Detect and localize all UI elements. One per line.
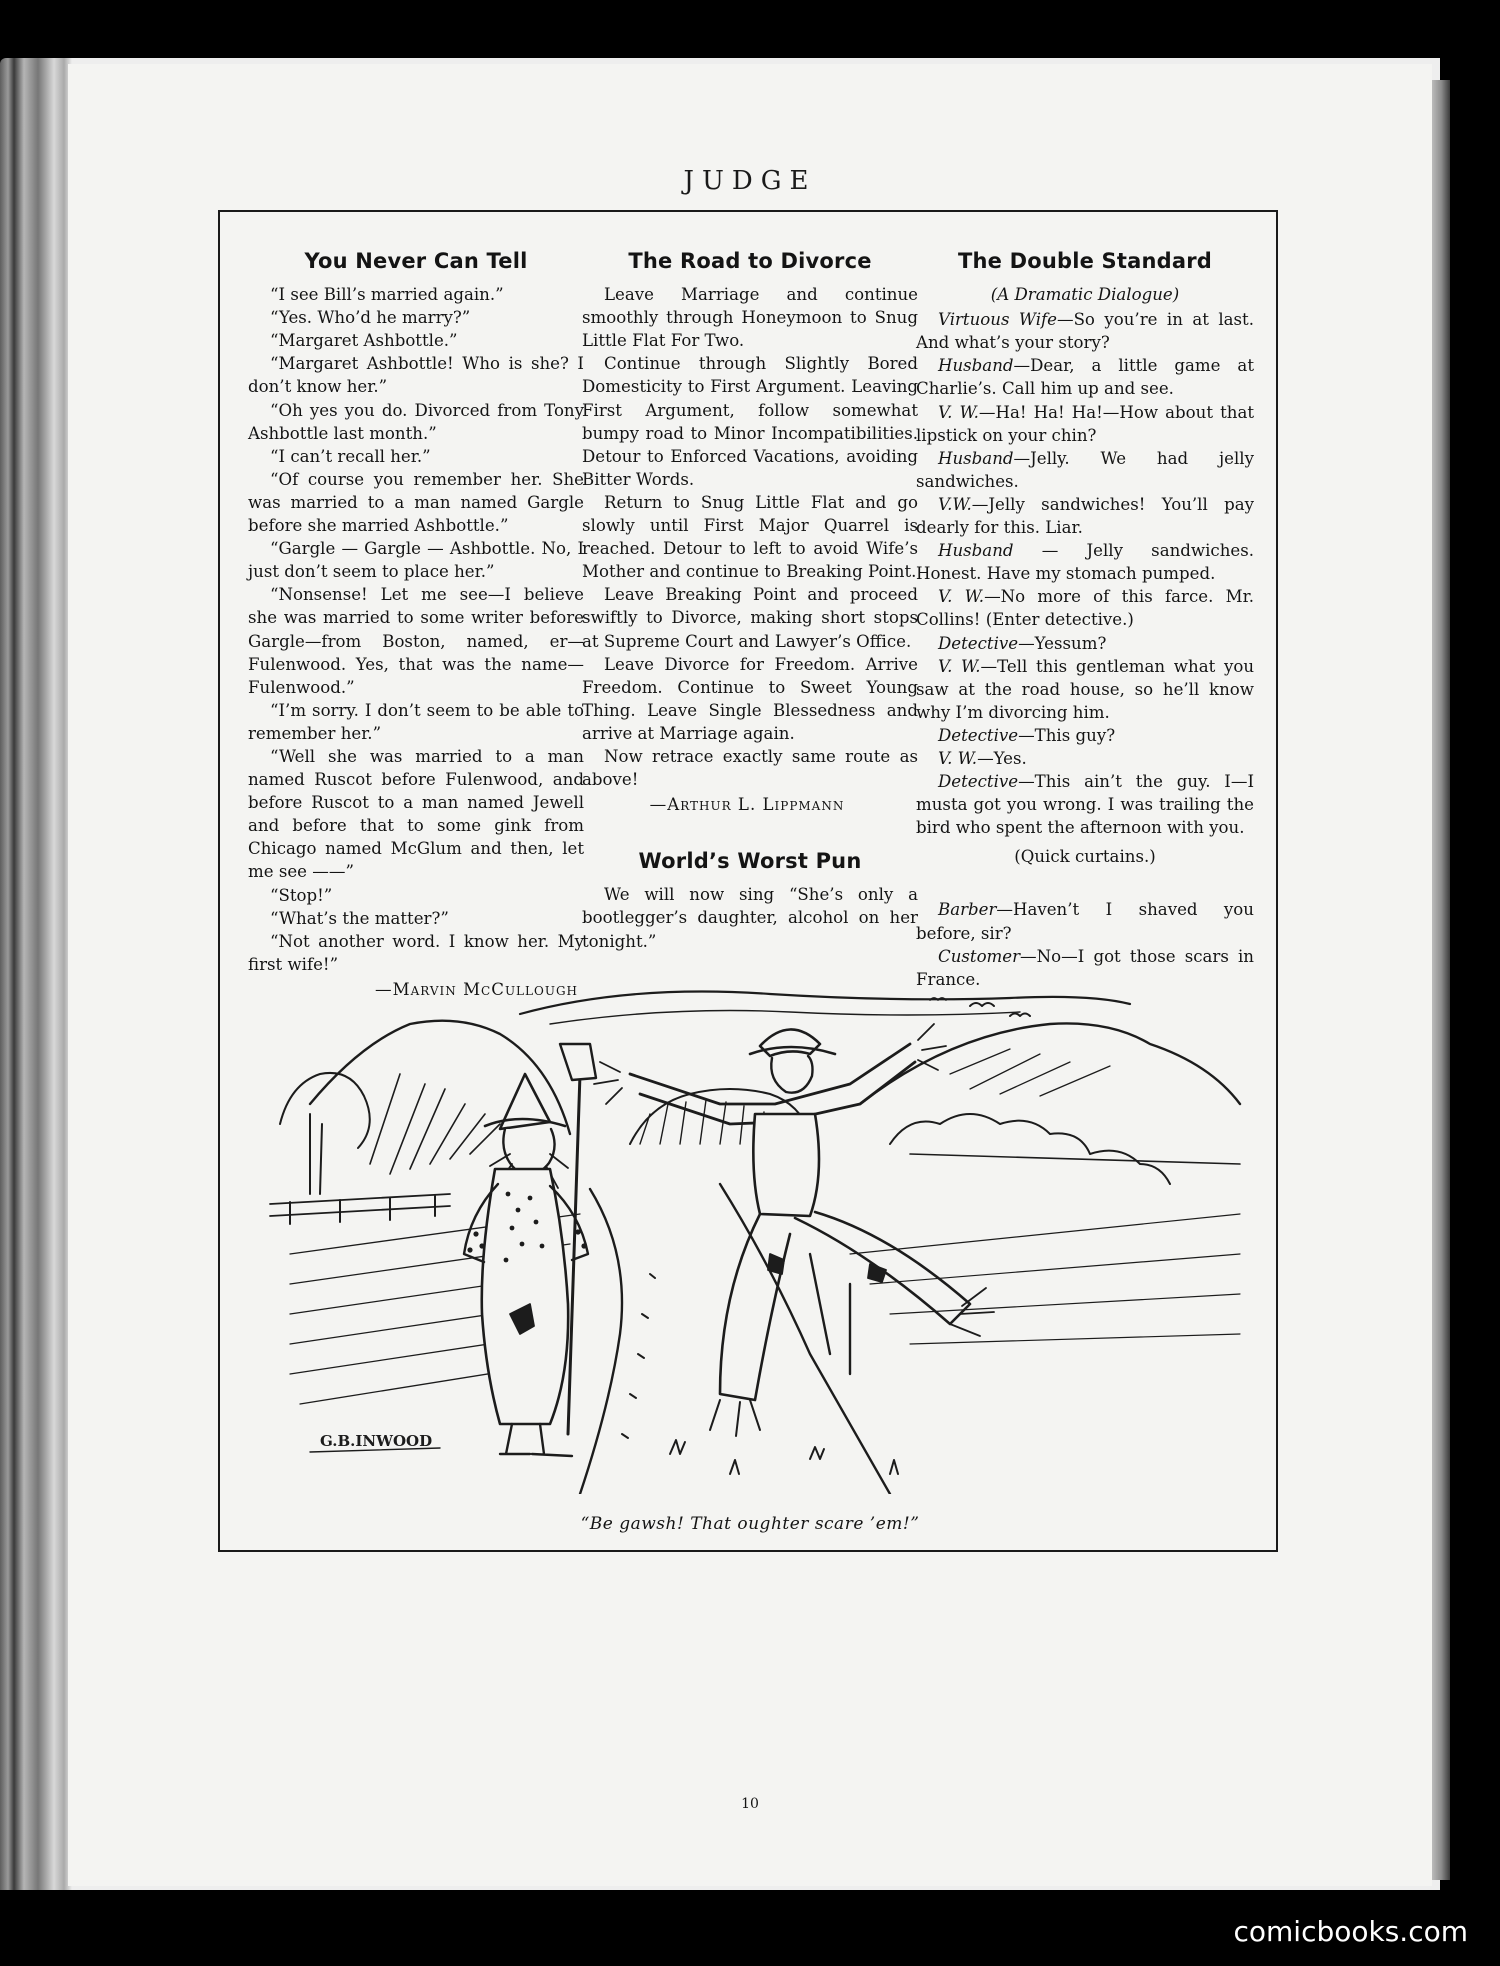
column-left: [248, 250, 584, 1001]
paragraph: “Gargle — Gargle — Ashbottle. No, I just don’t seem to place her.”: [248, 539, 584, 582]
artist-signature: G.B.INWOOD: [320, 1432, 433, 1450]
paragraph: “Oh yes you do. Divorced from Tony Ashbottle last month.”: [248, 400, 584, 443]
dialogue-line: [916, 401, 1254, 447]
speaker: Customer: [938, 946, 1021, 966]
line-text: —This ain’t the guy. I—I musta got you wrong. I was trailing the bird who spent the afternoon with you.: [916, 772, 1254, 838]
line-text: —Dear, a little game at Charlie’s. Call him up and see.: [916, 356, 1254, 399]
dialogue-line: [916, 354, 1254, 400]
dialogue-line: [916, 655, 1254, 724]
line-text: —Ha! Ha! Ha!—How about that lipstick on your chin?: [916, 402, 1255, 445]
watermark: comicbooks.com: [1192, 1906, 1482, 1958]
paragraph: “Yes. Who’d he marry?”: [270, 308, 471, 328]
paragraph: “Stop!”: [270, 885, 333, 905]
speaker: Detective: [938, 633, 1019, 653]
line-text: —No—I got those scars in France.: [916, 946, 1254, 989]
author-signature: —Marvin McCullough: [375, 979, 578, 999]
article-title: The Road to Divorce: [628, 249, 872, 273]
illustration-caption: “Be gawsh! That oughter scare ’em!”: [580, 1514, 920, 1534]
running-head: JUDGE: [683, 166, 817, 196]
dialogue-line: [916, 770, 1254, 839]
paragraph: We will now sing “She’s only a bootlegger’s daughter, alcohol on her tonight.”: [582, 885, 918, 951]
paragraph: Now retrace exactly same route as above!: [582, 746, 918, 790]
column-middle: [582, 250, 918, 953]
speaker: Barber: [938, 900, 997, 920]
dialogue-line: [916, 585, 1254, 631]
paragraph: “Well she was married to a man named Ruscot before Fulenwood, and before Ruscot to a man named Jewell and before that to some gink from Chicago named McGlum and then, let me see ——”: [248, 746, 584, 882]
paragraph: “Margaret Ashbottle! Who is she? I don’t know her.”: [248, 354, 584, 397]
speaker: V. W.: [938, 748, 978, 768]
column-right: [916, 250, 1254, 991]
dialogue-line: [916, 539, 1254, 585]
dialogue-line: [916, 493, 1254, 539]
speaker: Husband: [938, 541, 1014, 561]
paragraph: “Margaret Ashbottle.”: [270, 331, 458, 351]
paragraph: “Not another word. I know her. My first wife!”: [248, 931, 584, 974]
speaker: Detective: [938, 725, 1019, 745]
line-text: —Yes.: [977, 748, 1027, 768]
line-text: —Jelly. We had jelly sandwiches.: [916, 448, 1254, 491]
paragraph: Continue through Slightly Bored Domesticity to First Argument. Leaving First Argument, follow somewhat bumpy road to Minor Incompatibilities. Detour to Enforced Vacations, avoiding Bitter Words.: [582, 354, 918, 489]
paragraph: Return to Snug Little Flat and go slowly until First Major Quarrel is reached. Detour to left to avoid Wife’s Mother and continue to Breaking Point.: [582, 492, 918, 582]
closing-line: (Quick curtains.): [1014, 847, 1156, 867]
line-text: —Tell this gentleman what you saw at the road house, so he’ll know why I’m divorcing him.: [916, 656, 1254, 722]
dialogue-line: [916, 632, 1254, 655]
article-title: You Never Can Tell: [304, 249, 528, 273]
line-text: —This guy?: [1018, 725, 1116, 745]
line-text: —So you’re in at last. And what’s your story?: [916, 310, 1254, 353]
paragraph: Leave Marriage and continue smoothly through Honeymoon to Snug Little Flat For Two.: [582, 285, 918, 351]
article-title: The Double Standard: [957, 249, 1213, 273]
paragraph: “I see Bill’s married again.”: [270, 285, 504, 305]
speaker: V. W.: [938, 656, 981, 676]
content-frame: [218, 210, 1278, 1552]
dialogue-line: [916, 724, 1254, 747]
line-text: —No more of this farce. Mr. Collins! (Enter detective.): [916, 587, 1255, 630]
speaker: Husband: [938, 356, 1014, 376]
speaker: V.W.: [938, 494, 972, 514]
paragraph: “Nonsense! Let me see—I believe she was married to some writer before Gargle—from Boston, named, er—Fulenwood. Yes, that was the name—Fulenwood.”: [248, 585, 584, 697]
line-text: — Jelly sandwiches. Honest. Have my stomach pumped.: [916, 541, 1254, 584]
speaker: V. W.: [938, 402, 979, 422]
line-text: —Haven’t I shaved you before, sir?: [916, 900, 1254, 943]
dialogue-line: [916, 447, 1254, 493]
paragraph: Leave Divorce for Freedom. Arrive Freedom. Continue to Sweet Young Thing. Leave Single Blessedness and arrive at Marriage again.: [582, 654, 918, 743]
line-text: —Jelly sandwiches! You’ll pay dearly for this. Liar.: [916, 494, 1254, 538]
page-number: 10: [741, 1796, 759, 1812]
paragraph: Leave Breaking Point and proceed swiftly to Divorce, making short stops at Supreme Court and Lawyer’s Office.: [582, 585, 918, 651]
paragraph: “I’m sorry. I don’t seem to be able to remember her.”: [248, 700, 584, 743]
dialogue-line: [916, 747, 1254, 770]
dialogue-line: [916, 308, 1254, 354]
speaker: Virtuous Wife: [938, 310, 1057, 330]
scarecrow-illustration: [250, 954, 1250, 1494]
paragraph: “Of course you remember her. She was married to a man named Gargle before she married Ashbottle.”: [248, 469, 584, 536]
speaker: Detective: [938, 772, 1019, 792]
speaker: V. W.: [938, 587, 985, 607]
article-title: World’s Worst Pun: [638, 849, 862, 874]
magazine-page: [68, 64, 1432, 1886]
line-text: —Yessum?: [1018, 633, 1107, 653]
paragraph: “What’s the matter?”: [270, 908, 449, 928]
author-signature: —Arthur L. Lippmann: [649, 795, 845, 815]
article-subtitle: (A Dramatic Dialogue): [990, 285, 1180, 305]
dialogue: [916, 308, 1254, 839]
dialogue-line: [916, 898, 1254, 944]
paragraph: “I can’t recall her.”: [270, 446, 431, 466]
speaker: Husband: [938, 448, 1014, 468]
